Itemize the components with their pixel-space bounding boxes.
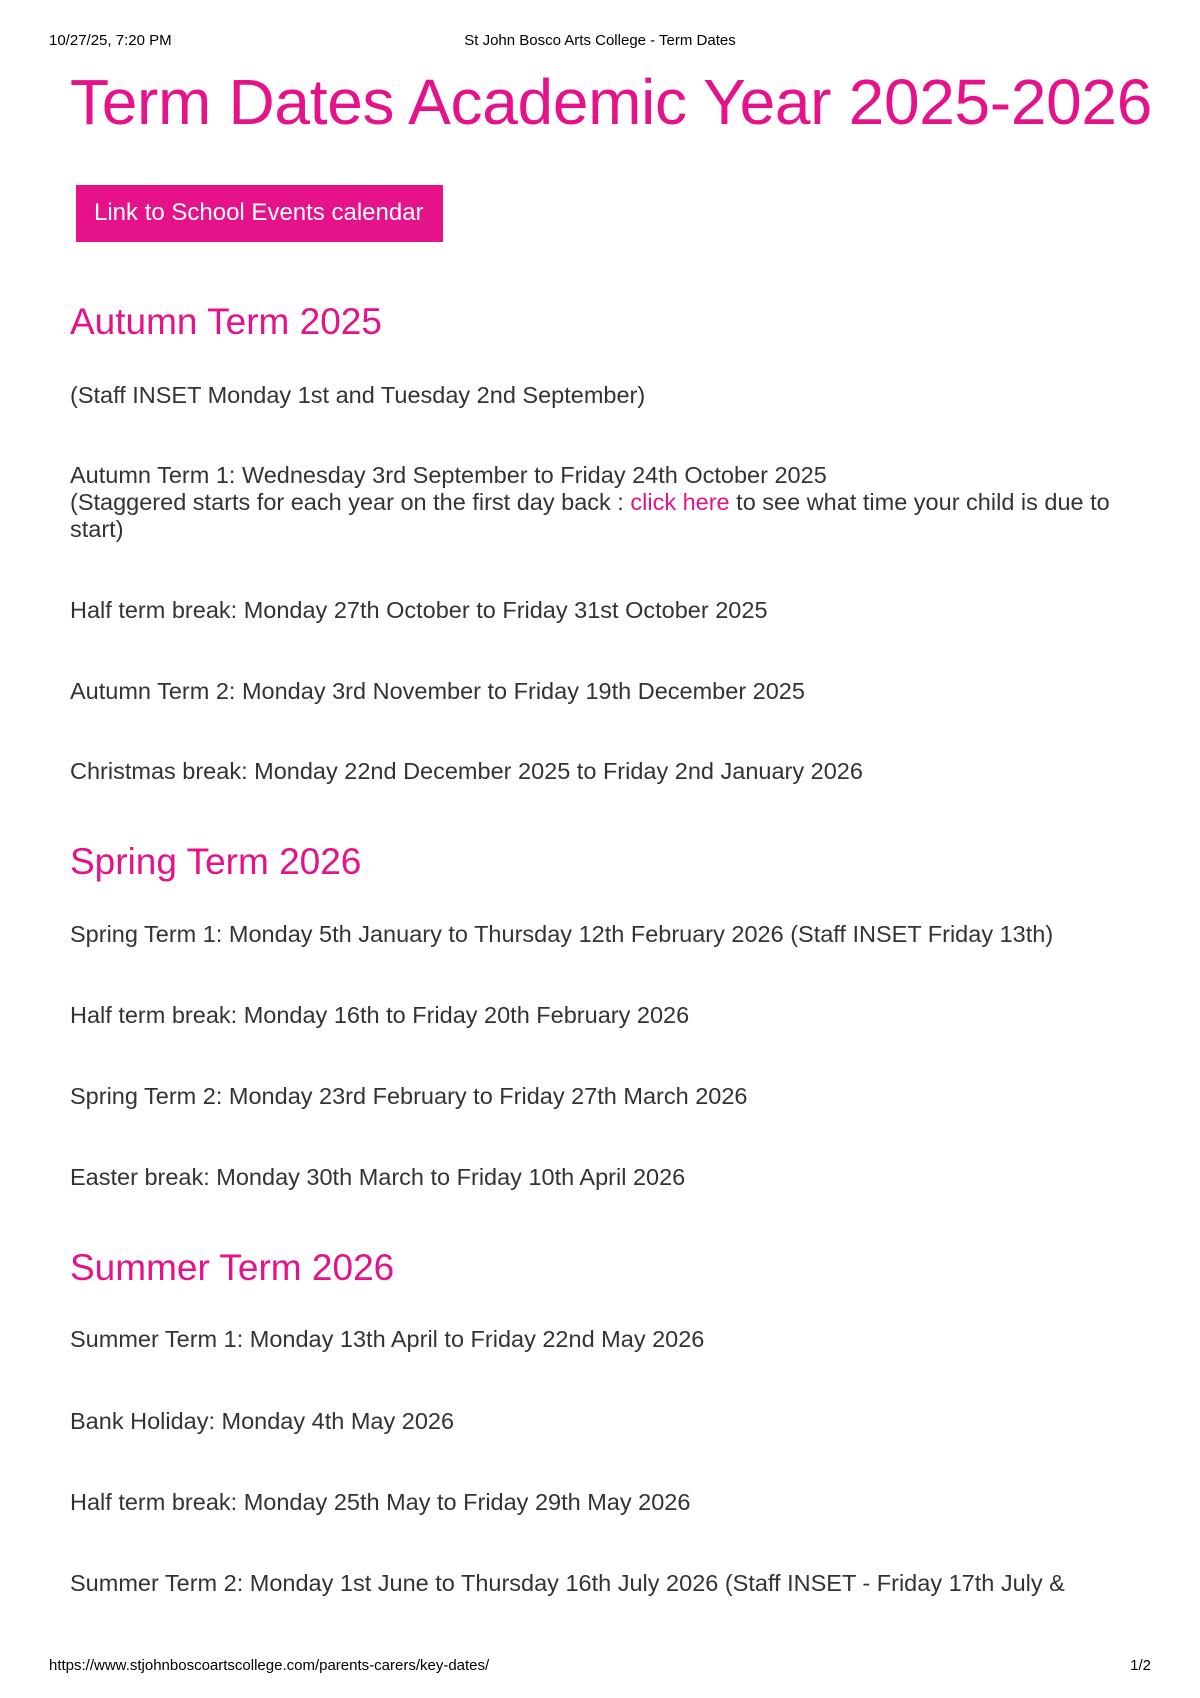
autumn-term1-item (70, 462, 1130, 543)
autumn-inset-item (70, 382, 1130, 409)
print-doc-title: St John Bosco Arts College - Term Dates (464, 32, 736, 49)
autumn-term1-text: Autumn Term 1: Wednesday 3rd September to Friday 24th October 2025 (70, 462, 827, 488)
christmas-break-text: Christmas break: Monday 22nd December 2025 to Friday 2nd January 2026 (70, 758, 863, 784)
print-url: https://www.stjohnboscoartscollege.com/parents-carers/key-dates/ (49, 1657, 490, 1674)
page-number: 1/2 (1130, 1657, 1151, 1674)
summer-term2-text: Summer Term 2: Monday 1st June to Thursday 16th July 2026 (Staff INSET - Friday 17th July & (70, 1570, 1065, 1596)
spring-term1-text: Spring Term 1: Monday 5th January to Thursday 12th February 2026 (Staff INSET Friday 13th) (70, 921, 1054, 947)
staggered-starts-click-here-link[interactable]: click here (630, 489, 730, 515)
autumn-inset-text: (Staff INSET Monday 1st and Tuesday 2nd September) (70, 382, 646, 408)
spring-section (70, 840, 1130, 884)
spring-term-heading: Spring Term 2026 (70, 841, 362, 882)
summer-half-term-item (70, 1489, 1130, 1516)
bank-holiday-item (70, 1408, 1130, 1435)
staggered-starts-pre: (Staggered starts for each year on the first day back : (70, 489, 631, 515)
spring-half-term-item (70, 1002, 1130, 1029)
print-footer (49, 1657, 1151, 1677)
summer-term1-item (70, 1326, 1130, 1353)
summer-section (70, 1246, 1130, 1290)
summer-half-term-text: Half term break: Monday 25th May to Friday 29th May 2026 (70, 1489, 691, 1515)
bank-holiday-text: Bank Holiday: Monday 4th May 2026 (70, 1408, 455, 1434)
staggered-starts-post: to see what time your child is due to start) (70, 489, 1110, 542)
print-datetime: 10/27/25, 7:20 PM (49, 32, 172, 49)
summer-term-heading: Summer Term 2026 (70, 1247, 395, 1288)
summer-term2-item (70, 1570, 1130, 1597)
spring-term1-item (70, 921, 1130, 948)
autumn-term2-text: Autumn Term 2: Monday 3rd November to Friday 19th December 2025 (70, 678, 805, 704)
spring-term2-text: Spring Term 2: Monday 23rd February to Friday 27th March 2026 (70, 1083, 748, 1109)
autumn-term2-item (70, 678, 1130, 705)
spring-term2-item (70, 1083, 1130, 1110)
autumn-half-term-text: Half term break: Monday 27th October to Friday 31st October 2025 (70, 597, 768, 623)
easter-break-text: Easter break: Monday 30th March to Friday 10th April 2026 (70, 1164, 686, 1190)
page-title: Term Dates Academic Year 2025-2026 (70, 66, 1153, 138)
staggered-starts-text (70, 489, 1130, 543)
summer-term1-text: Summer Term 1: Monday 13th April to Friday 22nd May 2026 (70, 1326, 705, 1352)
main-content (70, 64, 1153, 1596)
autumn-half-term-item (70, 597, 1130, 624)
print-header (49, 32, 1151, 52)
autumn-term-heading: Autumn Term 2025 (70, 301, 382, 342)
autumn-section (70, 300, 1130, 344)
easter-break-item (70, 1164, 1130, 1191)
school-events-calendar-button[interactable]: Link to School Events calendar (76, 185, 443, 242)
christmas-break-item (70, 758, 1130, 785)
spring-half-term-text: Half term break: Monday 16th to Friday 20th February 2026 (70, 1002, 690, 1028)
